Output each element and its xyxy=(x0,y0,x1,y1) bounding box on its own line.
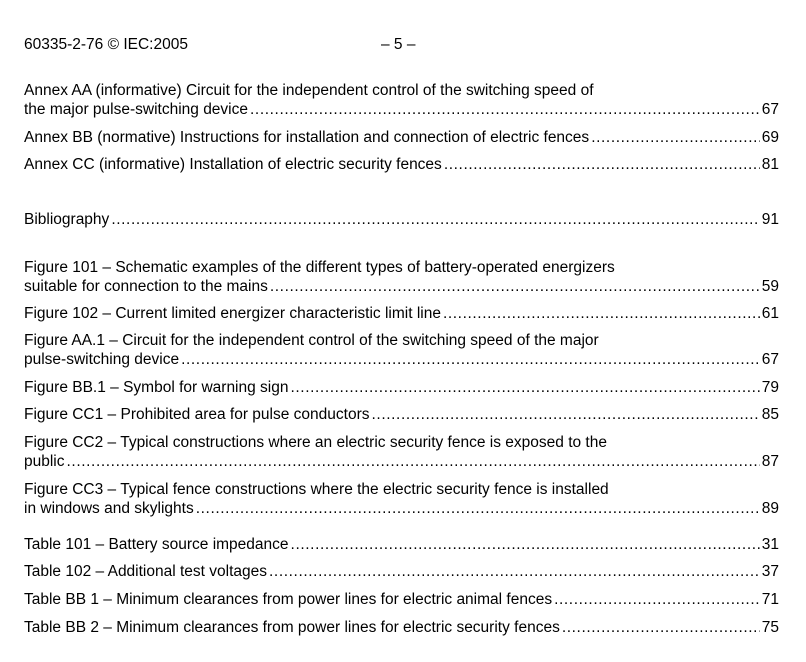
toc-entry-text: Table BB 2 – Minimum clearances from power lines for electric security fences xyxy=(24,619,560,636)
toc-entry-text-line2: public xyxy=(24,453,65,470)
toc-entry-figure-cc3[interactable] xyxy=(24,480,779,518)
dot-leader xyxy=(111,210,759,229)
toc-entry-text-line1: Figure CC3 – Typical fence constructions where the electric security fence is installed xyxy=(24,481,609,498)
standard-reference: 60335-2-76 © IEC:2005 xyxy=(24,36,188,53)
toc-entry-text: Figure BB.1 – Symbol for warning sign xyxy=(24,379,289,396)
toc-entry-figure-102[interactable] xyxy=(24,304,779,323)
toc-entry-text-line2: pulse-switching device xyxy=(24,351,180,368)
page-header xyxy=(24,36,784,56)
dot-leader xyxy=(196,499,760,518)
toc-entry-page: 31 xyxy=(761,536,779,553)
toc-entry-page: 69 xyxy=(761,129,779,146)
toc-entry-text-line2: in windows and skylights xyxy=(24,500,194,517)
toc-entry-page: 79 xyxy=(761,379,779,396)
toc-entry-text: Table BB 1 – Minimum clearances from power lines for electric animal fences xyxy=(24,591,553,608)
toc-entry-bibliography[interactable] xyxy=(24,210,779,229)
toc-entry-page: 67 xyxy=(761,101,779,118)
toc-entry-text: Figure CC1 – Prohibited area for pulse conductors xyxy=(24,406,370,423)
toc-entry-text: Table 101 – Battery source impedance xyxy=(24,536,289,553)
dot-leader xyxy=(250,100,760,119)
toc-entry-table-bb1[interactable] xyxy=(24,590,779,609)
toc-entry-table-bb2[interactable] xyxy=(24,618,779,637)
toc-entry-page: 85 xyxy=(761,406,779,423)
toc-entry-figure-101[interactable] xyxy=(24,258,779,296)
dot-leader xyxy=(269,562,760,581)
page-number: – 5 – xyxy=(381,36,416,53)
toc-entry-figure-aa1[interactable] xyxy=(24,331,779,369)
dot-leader xyxy=(270,277,760,296)
dot-leader xyxy=(291,535,760,554)
toc-entry-text: Annex CC (informative) Installation of electric security fences xyxy=(24,156,442,173)
toc-entry-text-line1: Figure 101 – Schematic examples of the different types of battery-operated energizers xyxy=(24,259,615,276)
toc-entry-page: 75 xyxy=(761,619,779,636)
dot-leader xyxy=(443,304,760,323)
dot-leader xyxy=(554,590,760,609)
toc-entry-text-line2: the major pulse-switching device xyxy=(24,101,248,118)
toc-entry-text-line1: Figure CC2 – Typical constructions where an electric security fence is exposed to the xyxy=(24,434,607,451)
toc-entry-annex-cc[interactable] xyxy=(24,155,779,174)
toc-entry-page: 89 xyxy=(761,500,779,517)
toc-entry-text-line1: Annex AA (informative) Circuit for the independent control of the switching speed of xyxy=(24,82,594,99)
toc-entry-text: Annex BB (normative) Instructions for installation and connection of electric fences xyxy=(24,129,590,146)
dot-leader xyxy=(562,618,760,637)
toc-entry-page: 59 xyxy=(761,278,779,295)
dot-leader xyxy=(591,128,760,147)
toc-entry-table-102[interactable] xyxy=(24,562,779,581)
dot-leader xyxy=(181,350,760,369)
toc-entry-page: 61 xyxy=(761,305,779,322)
toc-entry-table-101[interactable] xyxy=(24,535,779,554)
toc-entry-page: 71 xyxy=(761,591,779,608)
toc-entry-annex-bb[interactable] xyxy=(24,128,779,147)
toc-entry-text-line2: suitable for connection to the mains xyxy=(24,278,268,295)
toc-entry-annex-aa[interactable] xyxy=(24,81,779,119)
toc-entry-text: Table 102 – Additional test voltages xyxy=(24,563,268,580)
toc-entry-page: 67 xyxy=(761,351,779,368)
toc-entry-page: 87 xyxy=(761,453,779,470)
toc-entry-page: 81 xyxy=(761,156,779,173)
toc-entry-page: 37 xyxy=(761,563,779,580)
toc-entry-text: Figure 102 – Current limited energizer characteristic limit line xyxy=(24,305,441,322)
dot-leader xyxy=(444,155,760,174)
toc-entry-figure-cc2[interactable] xyxy=(24,433,779,471)
toc-entry-page: 91 xyxy=(761,211,779,228)
dot-leader xyxy=(67,452,760,471)
toc-entry-figure-bb1[interactable] xyxy=(24,378,779,397)
dot-leader xyxy=(372,405,760,424)
toc-entry-text: Bibliography xyxy=(24,211,110,228)
toc-entry-text-line1: Figure AA.1 – Circuit for the independent control of the switching speed of the major xyxy=(24,332,599,349)
toc-entry-figure-cc1[interactable] xyxy=(24,405,779,424)
dot-leader xyxy=(290,378,759,397)
